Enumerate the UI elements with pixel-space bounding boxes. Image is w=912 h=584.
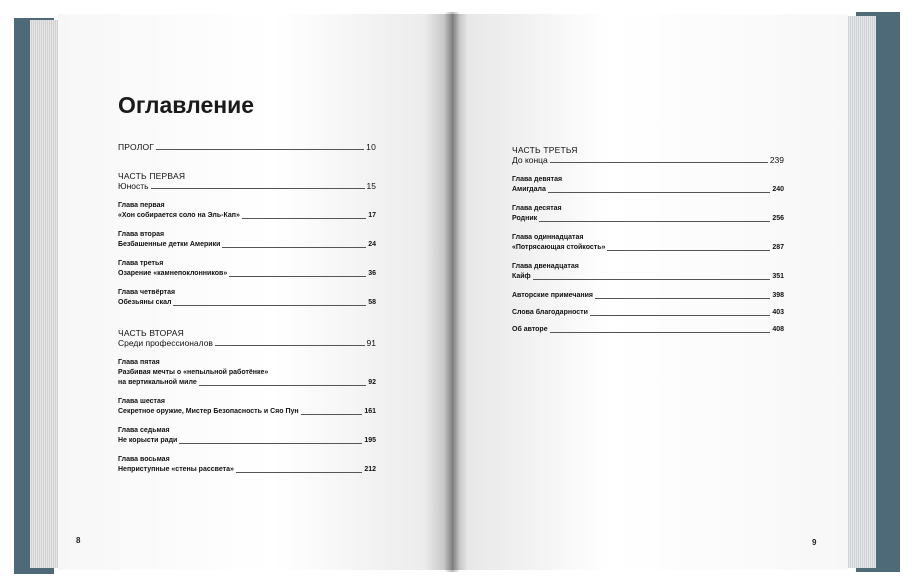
leader-line bbox=[533, 279, 771, 280]
entry-title: Безбашенные детки Америки bbox=[118, 241, 221, 248]
chapter-label: Глава шестая bbox=[118, 398, 165, 405]
entry-page: 256 bbox=[772, 215, 784, 222]
part-label: ЧАСТЬ ПЕРВАЯ bbox=[118, 171, 186, 181]
entry-title: Озарение «камнепоклонников» bbox=[118, 270, 228, 277]
page-number: 8 bbox=[76, 536, 81, 545]
entry-page: 195 bbox=[364, 437, 376, 444]
page-edges-right bbox=[846, 16, 876, 568]
leader-line bbox=[595, 298, 770, 299]
toc-entry-chapter-3 bbox=[118, 269, 376, 279]
entry-page: 240 bbox=[772, 186, 784, 193]
toc-entry-prologue bbox=[118, 142, 376, 152]
toc-entry-author-notes bbox=[512, 291, 784, 301]
leader-line bbox=[215, 345, 365, 346]
chapter-label: Глава третья bbox=[118, 260, 164, 267]
chapter-label: Глава одиннадцатая bbox=[512, 234, 584, 241]
toc-entry-chapter-7 bbox=[118, 436, 376, 446]
leader-line bbox=[590, 315, 770, 316]
entry-page: 10 bbox=[366, 142, 376, 152]
leader-line bbox=[151, 188, 365, 189]
toc-entry-chapter-12 bbox=[512, 272, 784, 282]
page-title: Оглавление bbox=[118, 92, 255, 118]
leader-line bbox=[539, 221, 770, 222]
leader-line bbox=[550, 162, 768, 163]
entry-title: «Потрясающая стойкость» bbox=[512, 244, 606, 251]
entry-title: Среди профессионалов bbox=[118, 338, 213, 348]
toc-entry-chapter-1 bbox=[118, 211, 376, 221]
toc-entry-chapter-2 bbox=[118, 240, 376, 250]
chapter-label: Глава вторая bbox=[118, 231, 165, 238]
entry-title: Юность bbox=[118, 181, 149, 191]
toc-entry-chapter-5 bbox=[118, 378, 376, 388]
entry-title: Авторские примечания bbox=[512, 292, 593, 299]
entry-page: 287 bbox=[772, 244, 784, 251]
entry-page: 408 bbox=[772, 326, 784, 333]
entry-page: 239 bbox=[769, 155, 784, 165]
chapter-label: Глава седьмая bbox=[118, 427, 170, 434]
entry-title: Секретное оружие, Мистер Безопасность и Сяо Пун bbox=[118, 408, 299, 415]
toc-entry-chapter-10 bbox=[512, 214, 784, 224]
toc-left bbox=[118, 142, 376, 475]
entry-title: До конца bbox=[512, 155, 548, 165]
toc-entry-part-one bbox=[118, 181, 376, 191]
chapter-label: Глава десятая bbox=[512, 205, 562, 212]
leader-line bbox=[550, 332, 771, 333]
leader-line bbox=[236, 472, 362, 473]
right-page bbox=[452, 14, 848, 570]
entry-page: 92 bbox=[368, 379, 376, 386]
entry-page: 17 bbox=[368, 212, 376, 219]
entry-title: «Хон собирается соло на Эль-Кап» bbox=[118, 212, 240, 219]
entry-title: ПРОЛОГ bbox=[118, 142, 155, 152]
entry-title: Обезьяны скал bbox=[118, 299, 172, 306]
entry-page: 36 bbox=[368, 270, 376, 277]
entry-title: Слова благодарности bbox=[512, 309, 588, 316]
toc-right bbox=[512, 145, 784, 335]
entry-page: 212 bbox=[364, 466, 376, 473]
leader-line bbox=[548, 192, 770, 193]
page-number: 9 bbox=[812, 538, 817, 547]
leader-line bbox=[156, 149, 364, 150]
leader-line bbox=[607, 250, 770, 251]
entry-title: на вертикальной миле bbox=[118, 379, 197, 386]
chapter-label: Глава восьмая bbox=[118, 456, 170, 463]
toc-entry-chapter-4 bbox=[118, 298, 376, 308]
leader-line bbox=[199, 385, 366, 386]
leader-line bbox=[242, 218, 366, 219]
entry-page: 398 bbox=[772, 292, 784, 299]
leader-line bbox=[179, 443, 362, 444]
part-label: ЧАСТЬ ТРЕТЬЯ bbox=[512, 145, 578, 155]
entry-title: Родник bbox=[512, 215, 538, 222]
chapter-label: Глава пятая bbox=[118, 359, 160, 366]
entry-title: Кайф bbox=[512, 273, 531, 280]
toc-entry-chapter-6 bbox=[118, 407, 376, 417]
toc-entry-chapter-8 bbox=[118, 465, 376, 475]
entry-page: 161 bbox=[364, 408, 376, 415]
chapter-label: Глава двенадцатая bbox=[512, 263, 579, 270]
leader-line bbox=[222, 247, 366, 248]
entry-page: 351 bbox=[772, 273, 784, 280]
entry-title: Неприступные «стены рассвета» bbox=[118, 466, 234, 473]
toc-entry-part-three bbox=[512, 155, 784, 165]
entry-title: Не корысти ради bbox=[118, 437, 178, 444]
toc-entry-chapter-11 bbox=[512, 243, 784, 253]
chapter-label: Глава первая bbox=[118, 202, 165, 209]
toc-entry-chapter-9 bbox=[512, 185, 784, 195]
chapter-label: Глава девятая bbox=[512, 176, 563, 183]
entry-title-line: Разбивая мечты о «непыльной работёнке» bbox=[118, 369, 269, 376]
entry-title: Об авторе bbox=[512, 326, 548, 333]
leader-line bbox=[301, 414, 363, 415]
entry-page: 403 bbox=[772, 309, 784, 316]
book-gutter bbox=[444, 12, 460, 572]
leader-line bbox=[229, 276, 366, 277]
chapter-label: Глава четвёртая bbox=[118, 289, 176, 296]
part-label: ЧАСТЬ ВТОРАЯ bbox=[118, 328, 184, 338]
leader-line bbox=[173, 305, 366, 306]
toc-entry-about-author bbox=[512, 325, 784, 335]
entry-title: Амигдала bbox=[512, 186, 546, 193]
toc-entry-part-two bbox=[118, 338, 376, 348]
left-page bbox=[58, 14, 452, 570]
entry-page: 58 bbox=[368, 299, 376, 306]
toc-entry-acknowledgements bbox=[512, 308, 784, 318]
entry-page: 15 bbox=[366, 181, 376, 191]
entry-page: 91 bbox=[366, 338, 376, 348]
entry-page: 24 bbox=[368, 241, 376, 248]
